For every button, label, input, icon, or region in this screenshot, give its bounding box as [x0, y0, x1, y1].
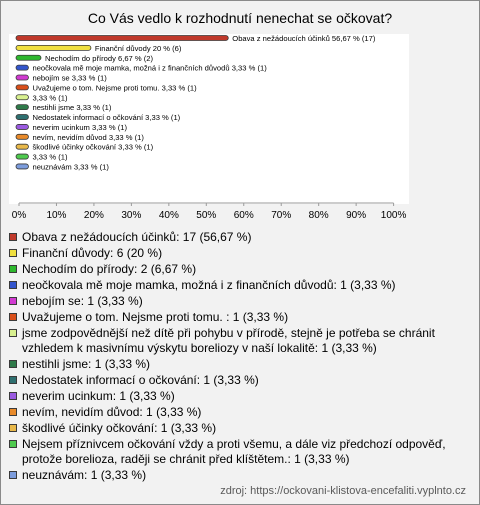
bar	[16, 134, 28, 139]
legend-swatch	[9, 249, 17, 257]
legend-label: jsme zodpovědnější než dítě při pohybu v přírodě, stejně je potřeba se chránit vzhledem k masivnímu výskytu boreliozy v naší lokalitě: 1 (3,33 %)	[22, 326, 435, 355]
legend-swatch	[9, 313, 17, 321]
bar-label: Nedostatek informací o očkování 3,33 % (1)	[32, 113, 181, 123]
x-tick-label: 80%	[308, 210, 329, 221]
legend-item	[9, 389, 475, 404]
legend-label: Finanční důvody: 6 (20 %)	[22, 246, 163, 260]
legend-label: neočkovala mě moje mamka, možná i z finančních důvodů: 1 (3,33 %)	[22, 278, 396, 292]
bar	[16, 36, 228, 41]
legend-label: Obava z nežádoucích účinků: 17 (56,67 %)	[22, 230, 252, 244]
x-tick-label: 70%	[271, 210, 292, 221]
x-tick-label: 100%	[380, 210, 407, 221]
x-tick-label: 20%	[83, 210, 104, 221]
x-tick-label: 30%	[121, 210, 142, 221]
legend-item	[9, 373, 475, 388]
legend-item	[9, 357, 475, 372]
legend-swatch	[9, 233, 17, 241]
legend-label: neverim ucinkum: 1 (3,33 %)	[22, 389, 175, 403]
bar	[16, 55, 41, 60]
legend-item	[9, 310, 475, 325]
legend-swatch	[9, 329, 17, 337]
bar	[16, 164, 28, 169]
chart-title: Co Vás vedlo k rozhodnutí nenechat se očkovat?	[87, 10, 393, 26]
legend-label: Nedostatek informací o očkování: 1 (3,33 %)	[22, 373, 259, 387]
x-tick-label: 50%	[196, 210, 217, 221]
legend-swatch	[9, 408, 17, 416]
legend-label: Nejsem příznivcem očkování vždy a proti všemu, a dále viz předchozí odpověď, protože borelioza, raději se chránit před klíštětem.: 1 (3,33 %)	[22, 437, 446, 466]
legend-label: Nechodím do přírody: 2 (6,67 %)	[22, 262, 197, 276]
x-tick-label: 90%	[346, 210, 367, 221]
bar-label: Finanční důvody 20 % (6)	[94, 43, 182, 53]
legend-item	[9, 278, 475, 293]
bar	[16, 85, 28, 90]
legend-swatch	[9, 392, 17, 400]
legend-item	[9, 262, 475, 277]
legend-item	[9, 437, 475, 467]
bar	[16, 115, 28, 120]
bar	[16, 144, 28, 149]
legend-item	[9, 421, 475, 436]
legend-item	[9, 294, 475, 309]
legend-swatch	[9, 440, 17, 448]
source-note: zdroj: https://ockovani-klistova-encefaliti.vyplnto.cz	[220, 485, 466, 497]
bar-plot	[1, 1, 479, 226]
legend-item	[9, 246, 475, 261]
legend-label: nebojím se: 1 (3,33 %)	[22, 294, 143, 308]
legend-swatch	[9, 265, 17, 273]
bar	[16, 45, 91, 50]
legend-label: nestihli jsme: 1 (3,33 %)	[22, 357, 151, 371]
bar	[16, 154, 28, 159]
bar-label: neuznávám 3,33 % (1)	[32, 162, 109, 172]
bar-label: nebojím se 3,33 % (1)	[32, 73, 107, 83]
bar-label: 3,33 % (1)	[32, 93, 68, 103]
legend-swatch	[9, 360, 17, 368]
legend-item	[9, 326, 475, 356]
legend-label: Uvažujeme o tom. Nejsme proti tomu. : 1 (3,33 %)	[22, 310, 289, 324]
bar	[16, 75, 28, 80]
x-tick-label: 10%	[46, 210, 67, 221]
legend-swatch	[9, 471, 17, 479]
bar	[16, 105, 28, 110]
bar-label: 3,33 % (1)	[32, 152, 68, 162]
bar-label: škodlivé účinky očkování 3,33 % (1)	[32, 142, 154, 152]
legend	[9, 230, 475, 484]
legend-swatch	[9, 376, 17, 384]
bar-label: neverim ucinkum 3,33 % (1)	[32, 122, 128, 132]
x-tick-label: 0%	[11, 210, 27, 221]
legend-swatch	[9, 424, 17, 432]
bar-label: Obava z nežádoucích účinků 56,67 % (17)	[232, 34, 376, 43]
bar-label: neočkovala mě moje mamka, možná i z finančních důvodů 3,33 % (1)	[32, 63, 267, 73]
legend-label: škodlivé účinky očkování: 1 (3,33 %)	[22, 421, 217, 435]
bar	[16, 65, 28, 70]
bar	[16, 95, 28, 100]
bar-label: nevím, nevidím důvod 3,33 % (1)	[32, 132, 144, 142]
x-tick-label: 40%	[158, 210, 179, 221]
bar-label: nestihli jsme 3,33 % (1)	[32, 103, 112, 113]
x-tick-label: 60%	[233, 210, 254, 221]
bar	[16, 124, 28, 129]
legend-item	[9, 468, 475, 483]
legend-swatch	[9, 281, 17, 289]
legend-label: neuznávám: 1 (3,33 %)	[22, 468, 147, 482]
bar-label: Nechodím do přírody 6,67 % (2)	[44, 53, 154, 63]
legend-item	[9, 405, 475, 420]
legend-label: nevím, nevidím důvod: 1 (3,33 %)	[22, 405, 202, 419]
legend-item	[9, 230, 475, 245]
bar-label: Uvažujeme o tom. Nejsme proti tomu. 3,33 % (1)	[32, 83, 197, 93]
legend-swatch	[9, 297, 17, 305]
